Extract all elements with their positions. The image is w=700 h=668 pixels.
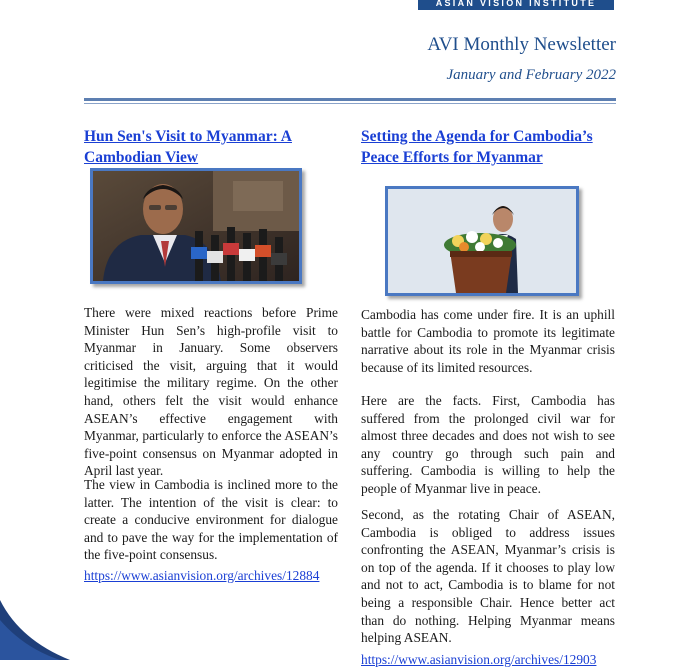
right-article-link[interactable]: https://www.asianvision.org/archives/12903: [361, 652, 597, 667]
newsletter-date: January and February 2022: [446, 67, 616, 83]
org-banner: [418, 0, 614, 10]
left-article-title-link[interactable]: Hun Sen's Visit to Myanmar: A Cambodian View: [84, 128, 292, 166]
speaker-at-podium-photo: [385, 186, 579, 296]
photo-illustration: [93, 171, 299, 281]
left-paragraph-2: The view in Cambodia is inclined more to the latter. The intention of the visit is clear: to create a conducive environment for dialogue and to pave the way for the implementation of the five-point consensus.: [84, 477, 338, 563]
corner-wave-decoration: [0, 600, 70, 660]
right-article: [361, 126, 617, 666]
press-conference-photo: [90, 168, 302, 284]
left-article: [84, 126, 340, 666]
header-divider-thin: [84, 103, 616, 104]
newsletter-title: AVI Monthly Newsletter: [427, 34, 616, 55]
org-name: ASIAN VISION INSTITUTE: [435, 0, 597, 8]
right-paragraph-3: Second, as the rotating Chair of ASEAN, Cambodia is obliged to address issues confronting the ASEAN, Myanmar’s crisis is on top of the agenda. If it chooses to play low and not to act, Cambodia is to blame for not being a responsible Chair. Hence better act than do nothing. Helping Myanmar means helping ASEAN.: [361, 507, 615, 646]
right-article-title-link[interactable]: Setting the Agenda for Cambodia’s Peace Efforts for Myanmar: [361, 128, 593, 166]
left-paragraph-1: There were mixed reactions before Prime Minister Hun Sen’s high-profile visit to Myanmar in January. Some observers criticised the visit, arguing that it would legitimise the military regime. On the other hand, others felt the visit would enhance ASEAN’s effective engagement with Myanmar, particularly to enforce the ASEAN’s five-point consensus on Myanmar adopted in April last year.: [84, 305, 338, 479]
podium-illustration: [388, 189, 576, 293]
left-article-link[interactable]: https://www.asianvision.org/archives/12884: [84, 568, 320, 583]
right-paragraph-2: Here are the facts. First, Cambodia has suffered from the prolonged civil war for almost three decades and does not wish to see any country go through such pain and suffering. Cambodia is willing to help the people of Myanmar live in peace.: [361, 393, 615, 496]
header-divider: [84, 98, 616, 101]
right-paragraph-1: Cambodia has come under fire. It is an uphill battle for Cambodia to promote its legitimate narrative about its role in the Myanmar crisis because of its limited resources.: [361, 307, 615, 375]
